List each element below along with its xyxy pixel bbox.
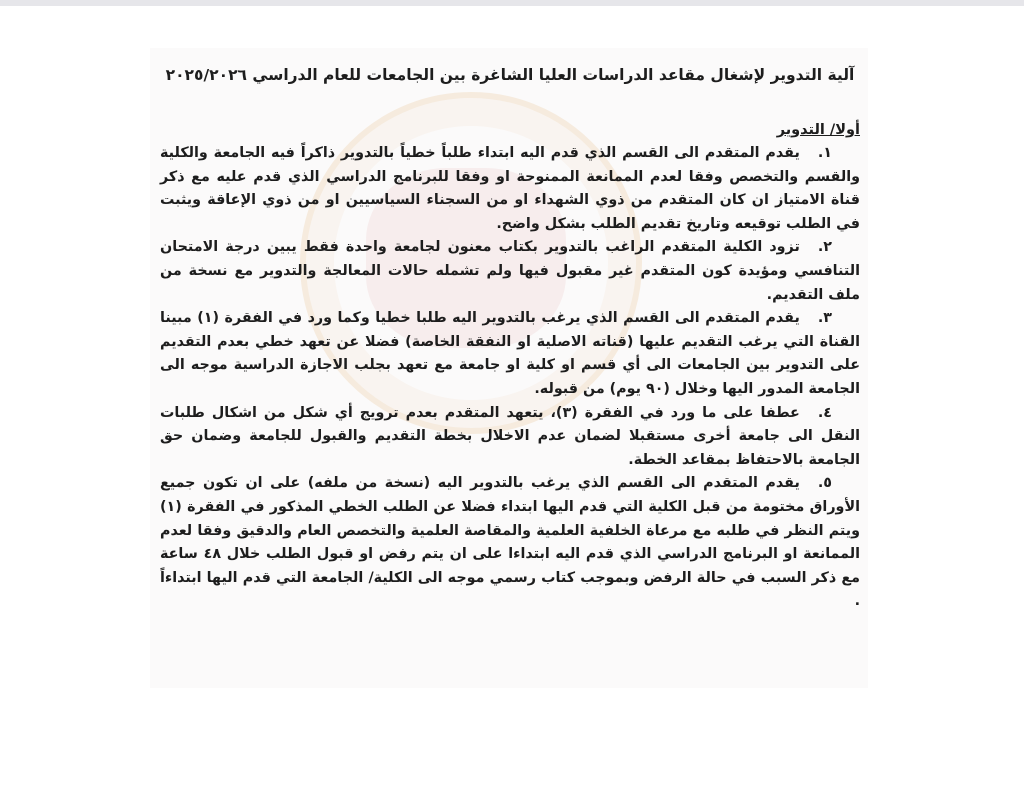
document-body: [160, 62, 860, 614]
paragraph-4: [160, 402, 860, 473]
section-heading: أولا/ التدوير: [776, 122, 860, 138]
paragraph-text: تزود الكلية المتقدم الراغب بالتدوير بكتاب معنون لجامعة واحدة فقط يبين درجة الامتحان التنافسي ومؤيدة كون المتقدم غير مقبول فيها ولم تشمله حالات المعالجة والتدوير مع نسخة من ملف التقديم.: [160, 239, 860, 303]
paragraph-3: [160, 307, 860, 401]
paragraph-number: ١.: [817, 145, 832, 161]
paragraph-text: عطفا على ما ورد في الفقرة (٣)، يتعهد المتقدم بعدم ترويج أي شكل من اشكال طلبات النقل الى جامعة أخرى مستقبلا لضمان عدم الاخلال بخطة التقديم والقبول للجامعة وضمان حق الجامعة بالاحتفاظ بمقاعد الخطة.: [160, 404, 860, 468]
document-title: آلية التدوير لإشغال مقاعد الدراسات العليا الشاغرة بين الجامعات للعام الدراسي ٢٠٢٥/٢٠٢٦: [165, 66, 855, 84]
paragraph-number: ٢.: [817, 239, 832, 256]
paragraph-text: يقدم المتقدم الى القسم الذي يرغب بالتدوير اليه (نسخة من ملفه) على ان تكون جميع الأوراق مختومة من قبل الكلية التي قدم اليها ابتداء فضلا عن الطلب الخطي المذكور في الفقرة (١) ويتم النظر في طلبه مع مرعاة الخلفية العلمية والمقاصة العلمية والتخصص العام والدقيق وفقا لعدم الممانعة او البرنامج الدراسي الذي قدم اليه ابتداءا على ان يتم رفض او قبول الطلب خلال ٤٨ ساعة مع ذكر السبب في حالة الرفض وبموجب كتاب رسمي موجه الى الكلية/ الجامعة التي قدم اليها ابتداءاً .: [160, 475, 860, 610]
paragraph-number: ٣.: [817, 310, 832, 327]
paragraph-number: ٤.: [817, 404, 832, 421]
paragraph-number: ٥.: [817, 475, 832, 492]
paragraph-text: يقدم المتقدم الى القسم الذي قدم اليه ابتداء طلباً خطياً بالتدوير ذاكراً فيه الجامعة والكلية والقسم والتخصص وفقا لعدم الممانعة الممنوحة او وفقا للبرنامج الدراسي الذي قدم عليه مع ذكر قناة الامتياز ان كان المتقدم من ذوي الشهداء او من السجناء السياسيين او من ذوي الإعاقة ويثبت في الطلب توقيعه وتاريخ تقديم الطلب بشكل واضح.: [160, 145, 860, 232]
top-bar: [0, 0, 1024, 6]
paragraph-1: [160, 142, 860, 236]
paragraph-text: يقدم المتقدم الى القسم الذي يرغب بالتدوير اليه طلبا خطيا وكما ورد في الفقرة (١) مبينا القناة التي يرغب التقديم عليها (قناته الاصلية او النفقة الخاصة) فضلا عن تعهد خطي بعدم التقديم على التدوير بين الجامعات الى أي قسم او كلية او جامعة مع تعهد بجلب الاجازة الدراسية موجه الى الجامعة المدور اليها وخلال (٩٠ يوم) من قبوله.: [160, 310, 860, 397]
paragraph-5: [160, 472, 860, 614]
paragraph-2: [160, 236, 860, 307]
